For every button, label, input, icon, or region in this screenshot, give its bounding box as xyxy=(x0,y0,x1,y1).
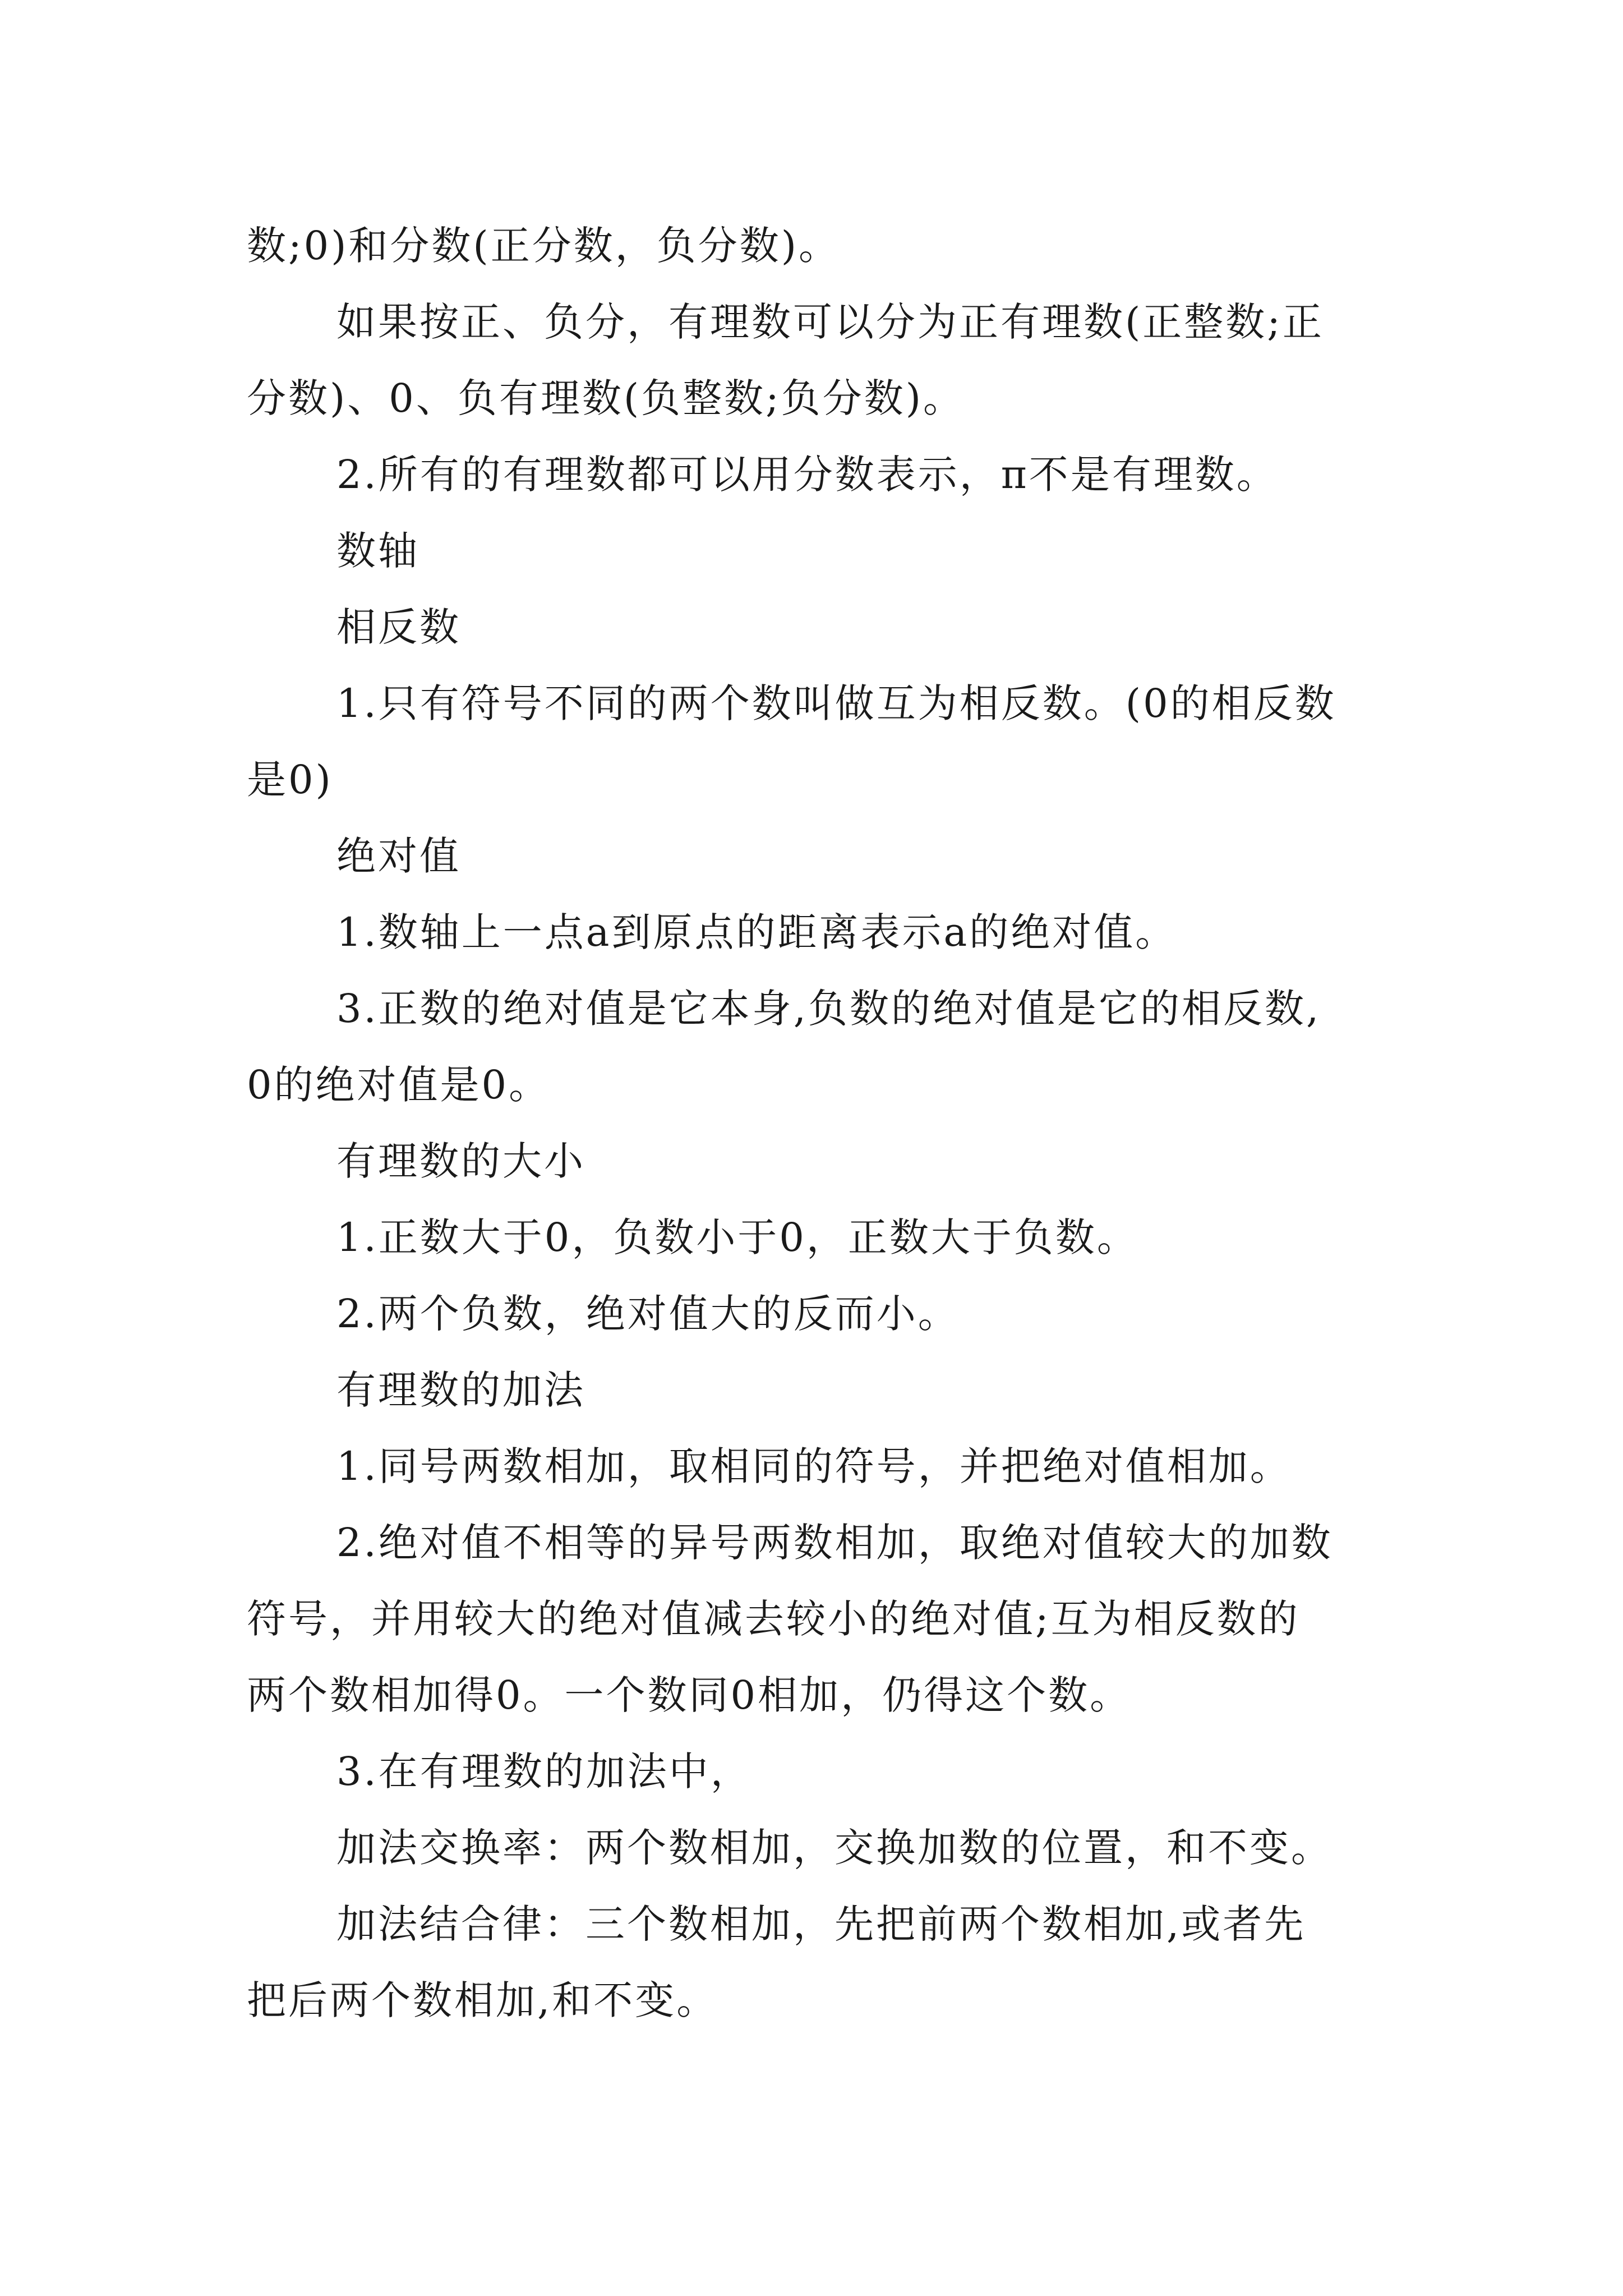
section-heading: 绝对值 xyxy=(336,833,461,879)
paragraph-line: 3.在有理数的加法中， xyxy=(336,1749,752,1795)
paragraph-line: 2.所有的有理数都可以用分数表示，π不是有理数。 xyxy=(336,452,1278,498)
paragraph-line: 如果按正、负分，有理数可以分为正有理数(正整数;正 xyxy=(336,299,1324,345)
paragraph-line: 是0) xyxy=(247,757,333,803)
section-heading: 有理数的大小 xyxy=(336,1138,585,1184)
section-heading: 相反数 xyxy=(336,604,461,650)
paragraph-line: 1.只有符号不同的两个数叫做互为相反数。(0的相反数 xyxy=(336,680,1336,726)
paragraph-line: 1.同号两数相加，取相同的符号，并把绝对值相加。 xyxy=(336,1443,1292,1489)
paragraph-line: 数;0)和分数(正分数，负分数)。 xyxy=(247,223,841,269)
paragraph-line: 把后两个数相加,和不变。 xyxy=(247,1977,718,2023)
section-heading: 有理数的加法 xyxy=(336,1367,585,1413)
paragraph-line: 加法结合律：三个数相加，先把前两个数相加,或者先 xyxy=(336,1901,1306,1947)
paragraph-line: 2.两个负数，绝对值大的反而小。 xyxy=(336,1291,960,1337)
paragraph-line: 1.数轴上一点a到原点的距离表示a的绝对值。 xyxy=(336,909,1177,955)
paragraph-line: 两个数相加得0。一个数同0相加，仍得这个数。 xyxy=(247,1672,1132,1718)
paragraph-line: 分数)、0、负有理数(负整数;负分数)。 xyxy=(247,375,965,421)
paragraph-line: 2.绝对值不相等的异号两数相加，取绝对值较大的加数 xyxy=(336,1520,1333,1566)
section-heading: 数轴 xyxy=(336,528,419,574)
paragraph-line: 0的绝对值是0。 xyxy=(247,1062,551,1108)
paragraph-line: 符号，并用较大的绝对值减去较小的绝对值;互为相反数的 xyxy=(247,1596,1300,1642)
paragraph-line: 3.正数的绝对值是它本身,负数的绝对值是它的相反数, xyxy=(336,986,1321,1032)
paragraph-line: 1.正数大于0，负数小于0，正数大于负数。 xyxy=(336,1214,1138,1260)
document-body xyxy=(247,208,1391,2039)
paragraph-line: 加法交换率：两个数相加，交换加数的位置，和不变。 xyxy=(336,1825,1332,1871)
